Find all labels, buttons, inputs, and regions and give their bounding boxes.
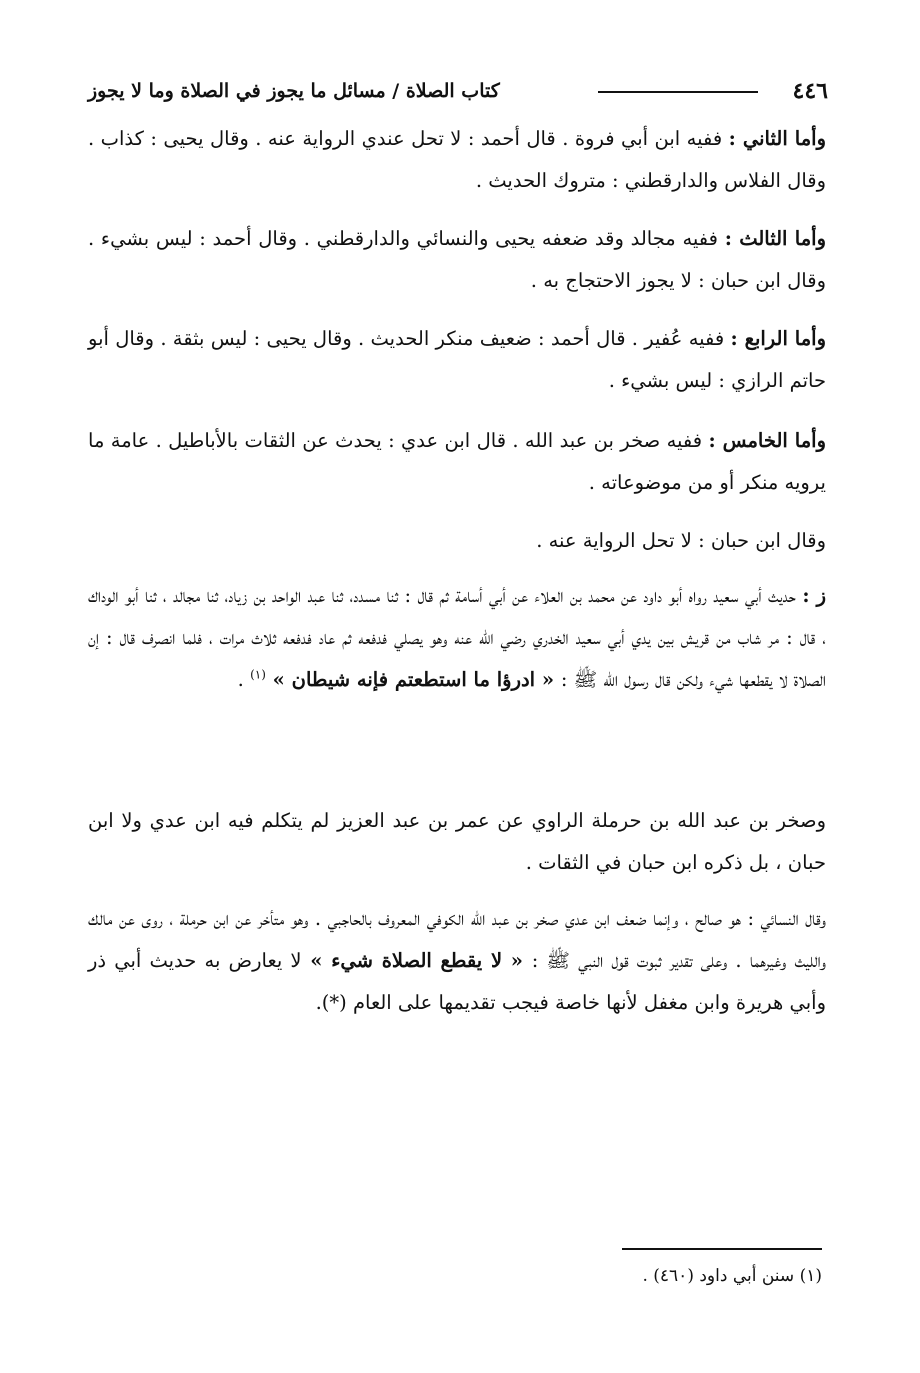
paragraph-lead: وأما الخامس : [708, 429, 826, 452]
paragraph-tail: . [237, 668, 251, 691]
paragraph-lead: وأما الرابع : [730, 327, 826, 350]
paragraph-text: ففيه مجالد وقد ضعفه يحيى والنسائي والدارقطني . وقال أحمد : ليس بشيء . وقال ابن حبان : لا يجوز الاحتجاج به . [88, 227, 826, 292]
paragraph-lead: ز : [802, 584, 826, 607]
paragraph-text: حديث أبي سعيد رواه أبو داود عن محمد بن العلاء عن أبي أسامة ثم قال : ثنا مسدد، ثنا عبد الواحد بن زياد، ثنا مجالد ، ثنا أبو الوداك ، قال : مر شاب من قريش بين يدي أبي سعيد الخدري رضي الله عنه وهو يصلي فدفعه ثم عاد فدفعه ثلاث مرات ، فلما انصرف قال : إن الصلاة لا يقطعها شيء ولكن قال رسول الله ﷺ : [88, 584, 826, 691]
page-number: ٤٤٦ [792, 78, 828, 104]
paragraph-text: ففيه ابن أبي فروة . قال أحمد : لا تحل عندي الرواية عنه . وقال يحيى : كذاب . وقال الفلاس والدارقطني : متروك الحديث . [88, 127, 826, 192]
hadith-quote: « ادرؤا ما استطعتم فإنه شيطان » [265, 668, 561, 691]
paragraph-lead: وأما الثالث : [724, 227, 826, 250]
footnote-ref: (١) [250, 667, 266, 682]
paragraph-lead: وأما الثاني : [728, 127, 826, 150]
paragraph-tail: لا يعارض به حديث أبي ذر وأبي هريرة وابن مغفل لأنها خاصة فيجب تقديمها على العام (*). [88, 949, 826, 1014]
paragraph-text: ففيه صخر بن عبد الله . قال ابن عدي : يحدث عن الثقات بالأباطيل . عامة ما يرويه منكر أو من موضوعاته . [88, 429, 826, 494]
paragraph-text: وقال النسائي : هو صالح ، وإنما ضعف ابن عدي صخر بن عبد الله الكوفي المعروف بالحاجبي . وهو متأخر عن ابن حرملة ، روى عن مالك والليث وغيرهما . وعلى تقدير ثبوت قول النبي ﷺ : [88, 907, 826, 972]
hadith-quote: « لا يقطع الصلاة شيء » [301, 949, 532, 972]
paragraph-third [88, 218, 826, 302]
paragraph-text: وقال ابن حبان : لا تحل الرواية عنه . [536, 529, 826, 552]
paragraph-zayn-note [88, 575, 826, 701]
paragraph-text: وصخر بن عبد الله بن حرملة الراوي عن عمر بن عبد العزيز لم يتكلم فيه ابن عدي ولا ابن حبان ، بل ذكره ابن حبان في الثقات . [88, 809, 826, 874]
header-rule [598, 91, 758, 93]
footnote: (١) سنن أبي داود (٤٦٠) . [642, 1266, 822, 1286]
paragraph-second [88, 118, 826, 202]
paragraph-nasai [88, 898, 826, 1024]
paragraph-fourth [88, 318, 826, 402]
paragraph-fifth [88, 420, 826, 504]
page-header [88, 76, 828, 110]
paragraph-text: ففيه عُفير . قال أحمد : ضعيف منكر الحديث . وقال يحيى : ليس بثقة . وقال أبو حاتم الرازي : ليس بشيء . [88, 327, 826, 392]
paragraph-ibn-hibban [88, 520, 826, 562]
paragraph-sakhr [88, 800, 826, 884]
footnote-rule [622, 1248, 822, 1250]
running-title: كتاب الصلاة / مسائل ما يجوز في الصلاة وما لا يجوز [88, 80, 500, 102]
